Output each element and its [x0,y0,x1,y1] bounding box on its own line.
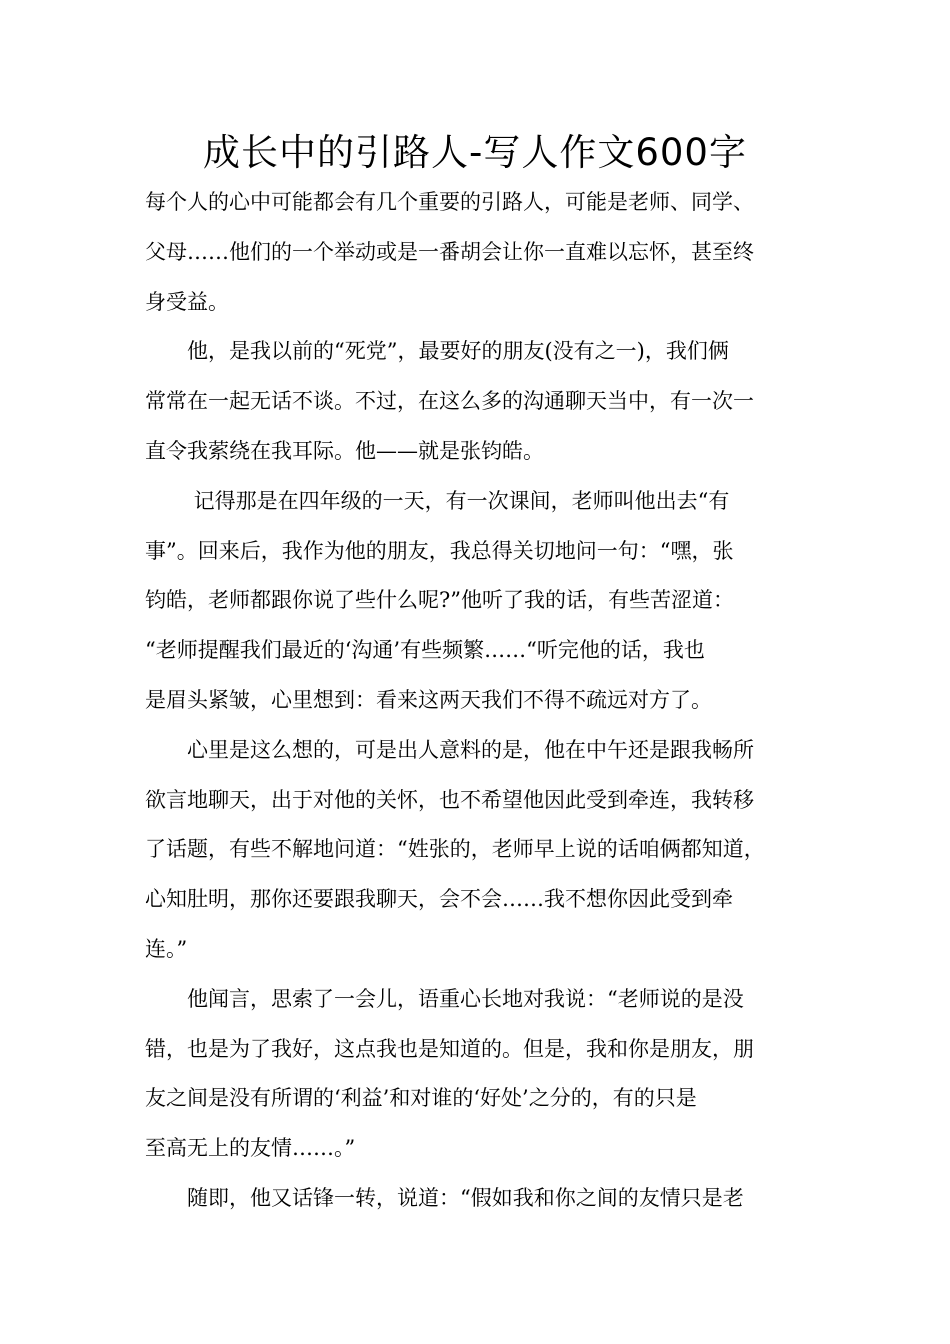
text-line: 心里是这么想的，可是出人意料的是，他在中午还是跟我畅所 [145,737,754,762]
text-line: 每个人的心中可能都会有几个重要的引路人，可能是老师、同学、 [145,190,754,214]
text-line: “老师提醒我们最近的‘沟通’有些频繁……“听完他的话，我也 [145,638,705,663]
text-line: 心知肚明，那你还要跟我聊天，会不会……我不想你因此受到牵 [145,887,733,912]
text-line: 了话题，有些不解地问道：“姓张的，老师早上说的话咱俩都知道， [145,837,765,862]
text-line: 钧皓，老师都跟你说了些什么呢?”他听了我的话，有些苦涩道： [145,588,734,613]
text-line: 随即，他又话锋一转，说道：“假如我和你之间的友情只是老 [145,1185,744,1210]
text-line: 是眉头紧皱，心里想到：看来这两天我们不得不疏远对方了。 [145,687,712,712]
text-line: 直令我萦绕在我耳际。他——就是张钧皓。 [145,438,544,463]
text-line: 父母……他们的一个举动或是一番胡会让你一直难以忘怀，甚至终 [145,239,754,264]
text-line: 至高无上的友情……。” [145,1136,356,1161]
text-line: 友之间是没有所谓的‘利益’和对谁的‘好处’之分的，有的只是 [145,1086,697,1111]
document-title: 成长中的引路人-写人作文600字 [203,131,747,174]
text-line: 连。” [145,936,188,961]
text-line: 他闻言，思索了一会儿，语重心长地对我说：“老师说的是没 [145,986,744,1011]
text-line: 记得那是在四年级的一天，有一次课间，老师叫他出去“有 [145,488,730,513]
text-line: 常常在一起无话不谈。不过，在这么多的沟通聊天当中，有一次一 [145,389,754,414]
text-line: 欲言地聊天，出于对他的关怀，也不希望他因此受到牵连，我转移 [145,787,754,812]
text-line: 事”。回来后，我作为他的朋友，我总得关切地问一句：“嘿，张 [145,538,734,563]
document-body [145,178,820,1224]
text-line: 身受益。 [145,289,229,314]
text-line: 他，是我以前的“死党”，最要好的朋友(没有之一)，我们俩 [145,339,729,364]
text-line: 错，也是为了我好，这点我也是知道的。但是，我和你是朋友，朋 [145,1036,754,1061]
